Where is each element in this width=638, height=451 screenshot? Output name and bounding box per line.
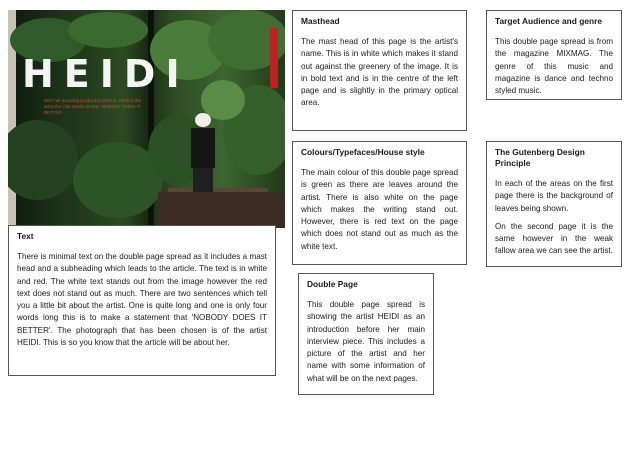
- gutenberg-box: [486, 141, 622, 267]
- colours-box: [292, 141, 467, 265]
- target-audience-title: Target Audience and genre: [495, 16, 603, 26]
- magazine-spread-photo: [8, 10, 285, 228]
- masthead-title: HEIDI: [22, 52, 190, 96]
- text-box-title: Text: [17, 231, 34, 241]
- gutenberg-box-text-1: In each of the areas on the first page there is the background of leaves being shown.: [495, 179, 613, 213]
- double-page-box: [298, 273, 434, 395]
- target-audience-text: This double page spread is from the magazine MIXMAG. The genre of this music and magazine is dance and techno styled music.: [495, 37, 613, 96]
- text-box-text: There is minimal text on the double page spread as it includes a mast head and a subheading which leads to the article. The text is in white and red. The white text stands out from the image however the red text does not stand out as much. There are two sentences which tell you a little bit about the artist. One is quite long and one is only four words long this is to make a statement that 'NOBODY DOES IT BETTER'. The photograph that has been chosen is of the artist HEIDI. This is so you know that the article will be about her.: [17, 252, 267, 348]
- subheading-text: With her amazing production perfect, Heidi is the artist the club needs to hear. NOBODY DOES IT BETTER.: [44, 98, 142, 115]
- colours-box-title: Colours/Typefaces/House style: [301, 147, 425, 157]
- gutenberg-box-title: The Gutenberg Design Principle: [495, 147, 585, 168]
- text-box: [8, 225, 276, 376]
- masthead-box: [292, 10, 467, 131]
- double-page-title: Double Page: [307, 279, 358, 289]
- double-page-text: This double page spread is showing the artist HEIDI as an introduction before her main interview piece. This includes a picture of the artist and her name with some information of what will be on the next pages.: [307, 300, 425, 383]
- masthead-box-text: The mast head of this page is the artist's name. This is in white which makes it stand out against the greenery of the image. It is in bold text and is in the centre of the left page and is slightly in the primary optical area.: [301, 37, 458, 108]
- jungle-foliage-illustration: [8, 10, 285, 228]
- target-audience-box: [486, 10, 622, 100]
- colours-box-text: The main colour of this double page spread is green as there are leaves around the artist. There is also white on the page which makes the writing stand out. However, there is red text on the page which does not stand out as much as the white text.: [301, 168, 458, 251]
- masthead-box-title: Masthead: [301, 16, 340, 26]
- gutenberg-box-text-2: On the second page it is the same however in the weak fallow area we can see the artist.: [495, 221, 613, 256]
